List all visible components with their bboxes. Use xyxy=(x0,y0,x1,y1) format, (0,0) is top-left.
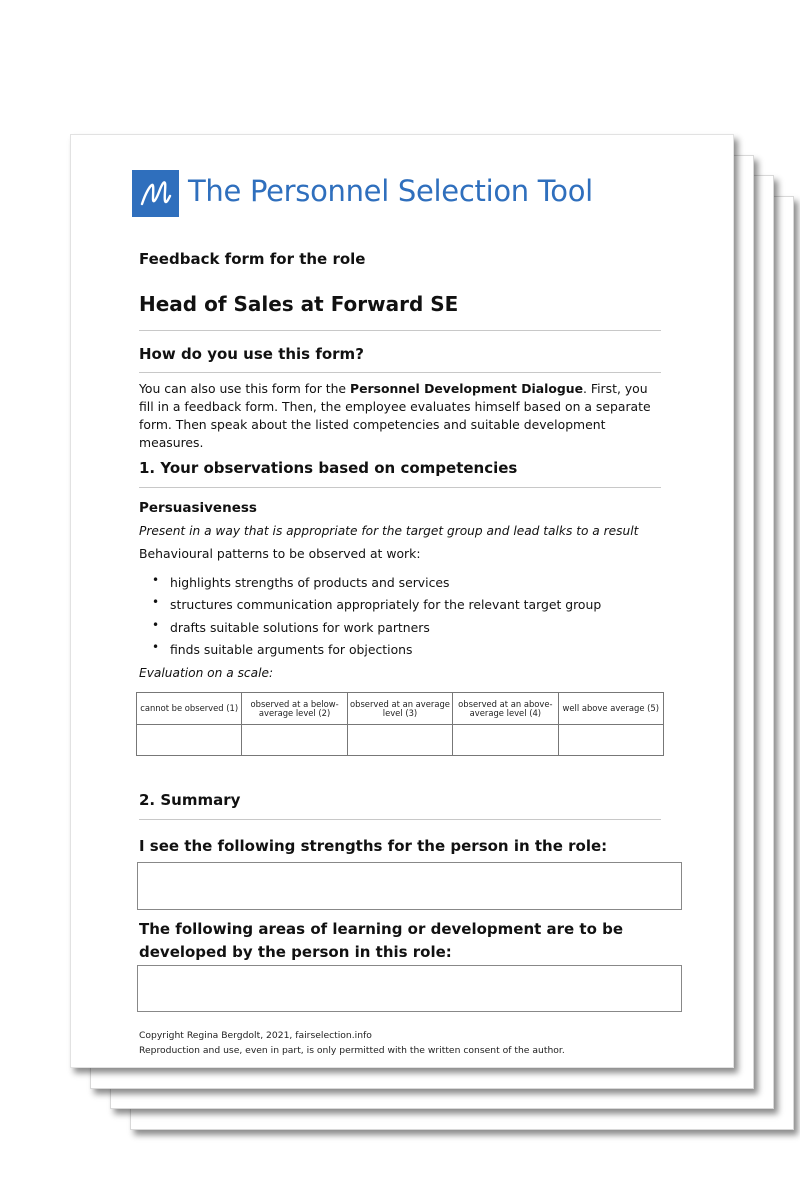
scale-header: cannot be observed (1) xyxy=(137,693,242,725)
scale-header: observed at a below-average level (2) xyxy=(242,693,347,725)
section2-heading: 2. Summary xyxy=(139,791,241,809)
howto-text-part: . First, you fill in a feedback form. Then, the employee evaluates himself based on a separate form. Then speak about the listed competencies and suitable development measures. xyxy=(139,381,651,450)
divider xyxy=(139,372,661,373)
competency-name: Persuasiveness xyxy=(139,500,257,516)
strengths-prompt: I see the following strengths for the person in the role: xyxy=(139,837,608,855)
scale-cell-2[interactable] xyxy=(242,725,347,756)
scale-header: observed at an average level (3) xyxy=(347,693,452,725)
scale-header: well above average (5) xyxy=(558,693,663,725)
scale-cell-3[interactable] xyxy=(347,725,452,756)
copyright-line: Copyright Regina Bergdolt, 2021, fairselection.info xyxy=(139,1030,372,1041)
pattern-text: drafts suitable solutions for work partners xyxy=(170,619,430,635)
divider xyxy=(139,487,661,488)
table-row xyxy=(137,725,664,756)
howto-heading: How do you use this form? xyxy=(139,345,364,363)
divider xyxy=(139,819,661,820)
copyright-notice xyxy=(139,1028,565,1058)
role-title: Head of Sales at Forward SE xyxy=(139,292,459,316)
evaluation-scale-table xyxy=(136,692,664,756)
bullet-icon: • xyxy=(152,573,160,587)
scale-header: observed at an above-average level (4) xyxy=(453,693,558,725)
logo-text: The Personnel Selection Tool xyxy=(188,174,593,208)
evaluation-label: Evaluation on a scale: xyxy=(139,666,274,680)
howto-text-bold: Personnel Development Dialogue xyxy=(350,381,584,396)
table-row xyxy=(137,693,664,725)
patterns-intro: Behavioural patterns to be observed at work: xyxy=(139,546,421,561)
divider xyxy=(139,330,661,331)
list-item xyxy=(152,597,601,619)
bullet-icon: • xyxy=(152,639,160,654)
pattern-text: highlights strengths of products and services xyxy=(170,575,450,590)
form-label: Feedback form for the role xyxy=(139,250,366,268)
learning-prompt: The following areas of learning or development are to be developed by the person in this role: xyxy=(139,920,624,961)
learning-answer-box[interactable] xyxy=(137,965,682,1012)
strengths-answer-box[interactable] xyxy=(137,862,682,910)
list-item xyxy=(152,617,601,642)
pattern-text: structures communication appropriately for the relevant target group xyxy=(170,597,602,613)
bullet-icon: • xyxy=(152,595,160,610)
pattern-text: finds suitable arguments for objections xyxy=(170,641,413,657)
competency-description: Present in a way that is appropriate for the target group and lead talks to a result xyxy=(139,524,639,538)
scale-cell-1[interactable] xyxy=(137,725,242,756)
signature-n-icon xyxy=(132,170,179,217)
list-item xyxy=(152,639,601,664)
scale-cell-4[interactable] xyxy=(453,725,558,756)
bullet-icon: • xyxy=(152,617,160,632)
behaviour-pattern-list xyxy=(152,575,601,664)
copyright-line: Reproduction and use, even in part, is only permitted with the written consent of the author. xyxy=(139,1045,565,1056)
section1-heading: 1. Your observations based on competencies xyxy=(139,459,518,477)
howto-text xyxy=(139,380,659,452)
list-item xyxy=(152,575,601,597)
howto-text-part: You can also use this form for the xyxy=(139,381,350,396)
scale-cell-5[interactable] xyxy=(558,725,663,756)
